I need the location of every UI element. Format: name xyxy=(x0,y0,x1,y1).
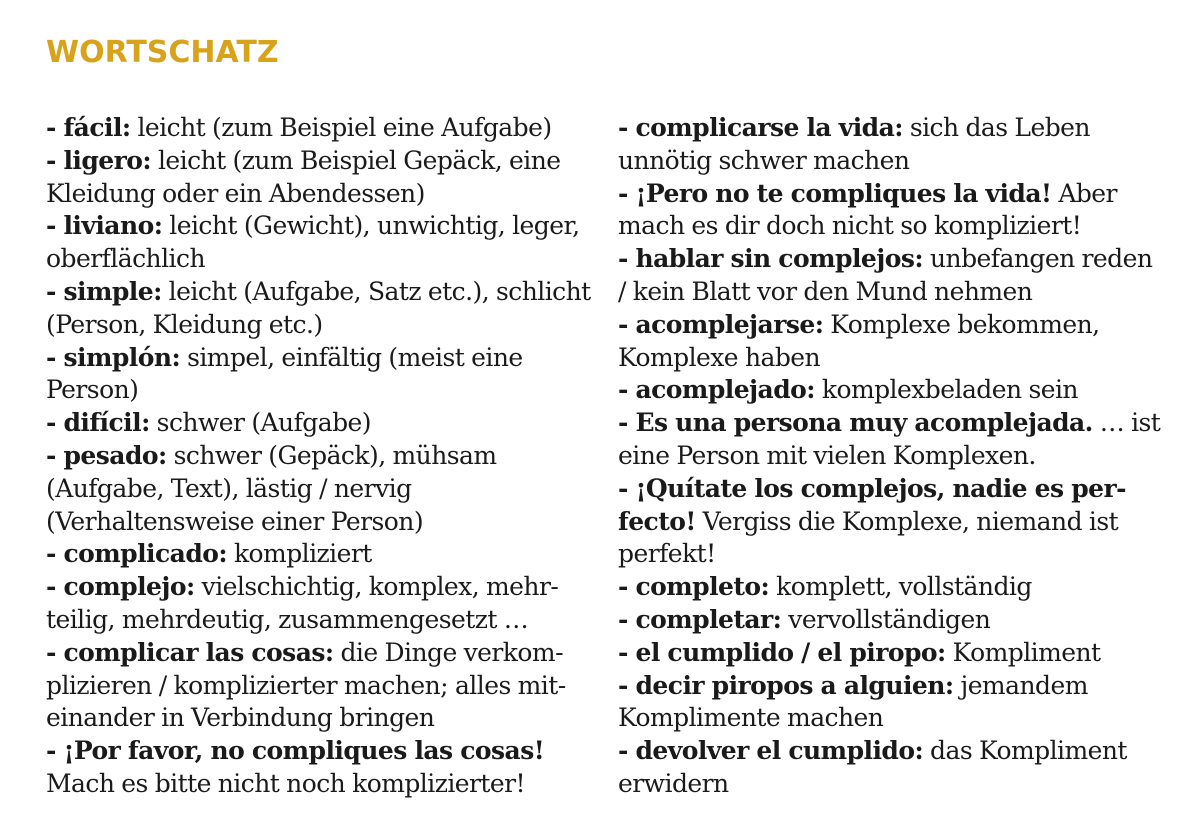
vocab-entry xyxy=(618,604,1163,637)
vocab-entry xyxy=(618,178,1163,244)
vocab-definition: komplett, vollständig xyxy=(769,572,1032,602)
vocab-term: - devolver el cumplido: xyxy=(618,736,924,766)
vocab-term: - simple: xyxy=(46,276,162,306)
vocab-term: - completar: xyxy=(618,604,782,634)
vocab-entry xyxy=(618,243,1163,309)
vocab-entry xyxy=(618,374,1163,407)
vocab-term: - complicarse la vida: xyxy=(618,113,903,142)
vocab-definition: die Dinge verkomplizieren / komplizierter machen; alles miteinander in Verbindung bringen xyxy=(46,637,567,733)
vocab-entry xyxy=(46,145,591,211)
vocab-term: - el cumplido / el piropo: xyxy=(618,637,946,667)
vocab-definition: leicht (Aufgabe, Satz etc.), schlicht (Person, Kleidung etc.) xyxy=(46,276,591,339)
vocab-term: - difícil: xyxy=(46,408,150,438)
vocab-definition: … ist eine Person mit vielen Komplexen. xyxy=(618,408,1161,470)
vocab-definition: simpel, einfältig (meist eine Person) xyxy=(46,342,523,405)
vocab-definition: schwer (Aufgabe) xyxy=(149,408,372,438)
vocab-entry xyxy=(618,407,1163,473)
vocab-entry xyxy=(46,538,591,571)
vocab-term: - simplón: xyxy=(46,342,181,372)
vocab-definition: komplexbeladen sein xyxy=(814,375,1078,405)
vocab-term: - complicado: xyxy=(46,539,228,569)
vocab-entry xyxy=(46,440,591,538)
vocab-term: - hablar sin complejos: xyxy=(618,244,924,274)
vocab-definition: leicht (Gewicht), unwichtig, leger, oberflächlich xyxy=(46,211,580,274)
vocab-entry xyxy=(618,473,1163,571)
vocab-entry xyxy=(618,571,1163,604)
vocab-term: - decir piropos a alguien: xyxy=(618,670,954,700)
page-title: WORTSCHATZ xyxy=(46,35,279,70)
vocab-entry xyxy=(46,407,591,440)
vocab-definition: Vergiss die Komplexe, niemand ist perfekt! xyxy=(618,506,1119,569)
vocab-entry xyxy=(618,637,1163,670)
vocab-definition: unbefangen reden / kein Blatt vor den Mund nehmen xyxy=(618,244,1153,306)
vocab-definition: das Kompliment erwidern xyxy=(618,736,1127,798)
vocab-entry xyxy=(618,112,1163,178)
vocab-definition: Aber mach es dir doch nicht so kompliziert! xyxy=(618,178,1117,241)
vocab-definition: leicht (zum Beispiel eine Aufgabe) xyxy=(130,113,552,142)
vocab-term: - Es una persona muy acomplejada. xyxy=(618,408,1093,438)
vocab-term: - fácil: xyxy=(46,113,131,142)
vocab-definition: Kompliment xyxy=(945,637,1101,667)
vocab-term: - acomplejarse: xyxy=(618,309,824,339)
vocab-definition: vervollständigen xyxy=(781,604,991,634)
vocab-entry xyxy=(46,342,591,408)
vocab-entry xyxy=(46,735,591,801)
vocab-term: - complicar las cosas: xyxy=(46,637,334,667)
vocab-definition: leicht (zum Beispiel Gepäck, eine Kleidung oder ein Abendessen) xyxy=(46,145,561,208)
vocab-entry xyxy=(618,735,1163,801)
vocab-definition: Mach es bitte nicht noch komplizierter! xyxy=(46,768,526,798)
vocab-term: - ¡Quítate los complejos, nadie es perfecto! xyxy=(618,473,1127,536)
vocab-definition: schwer (Gepäck), mühsam (Aufgabe, Text), lästig / nervig (Verhaltensweise einer Person) xyxy=(46,440,497,536)
vocab-entry xyxy=(46,571,591,637)
vocabulary-column-right xyxy=(618,112,1163,801)
vocab-definition: Komplexe bekommen, Komplexe haben xyxy=(618,309,1100,372)
vocab-entry xyxy=(46,210,591,276)
vocab-term: - ligero: xyxy=(46,145,152,175)
vocab-entry xyxy=(46,637,591,735)
vocab-entry xyxy=(46,276,591,342)
vocab-term: - pesado: xyxy=(46,440,167,470)
vocabulary-column-left xyxy=(46,112,591,801)
vocab-term: - completo: xyxy=(618,572,770,602)
vocab-term: - ¡Pero no te compliques la vida! xyxy=(618,178,1052,208)
vocab-definition: vielschichtig, komplex, mehrteilig, mehrdeutig, zusammengesetzt … xyxy=(46,572,559,634)
vocab-term: - liviano: xyxy=(46,211,163,241)
vocab-definition: jemandem Komplimente machen xyxy=(618,670,1088,733)
vocab-term: - complejo: xyxy=(46,572,195,602)
vocab-term: - acomplejado: xyxy=(618,375,815,405)
vocab-term: - ¡Por favor, no compliques las cosas! xyxy=(46,736,545,766)
vocab-entry xyxy=(46,112,591,145)
vocab-definition: kompliziert xyxy=(227,539,372,569)
vocab-entry xyxy=(618,670,1163,736)
vocab-definition: sich das Leben unnötig schwer machen xyxy=(618,113,1090,175)
vocab-entry xyxy=(618,309,1163,375)
